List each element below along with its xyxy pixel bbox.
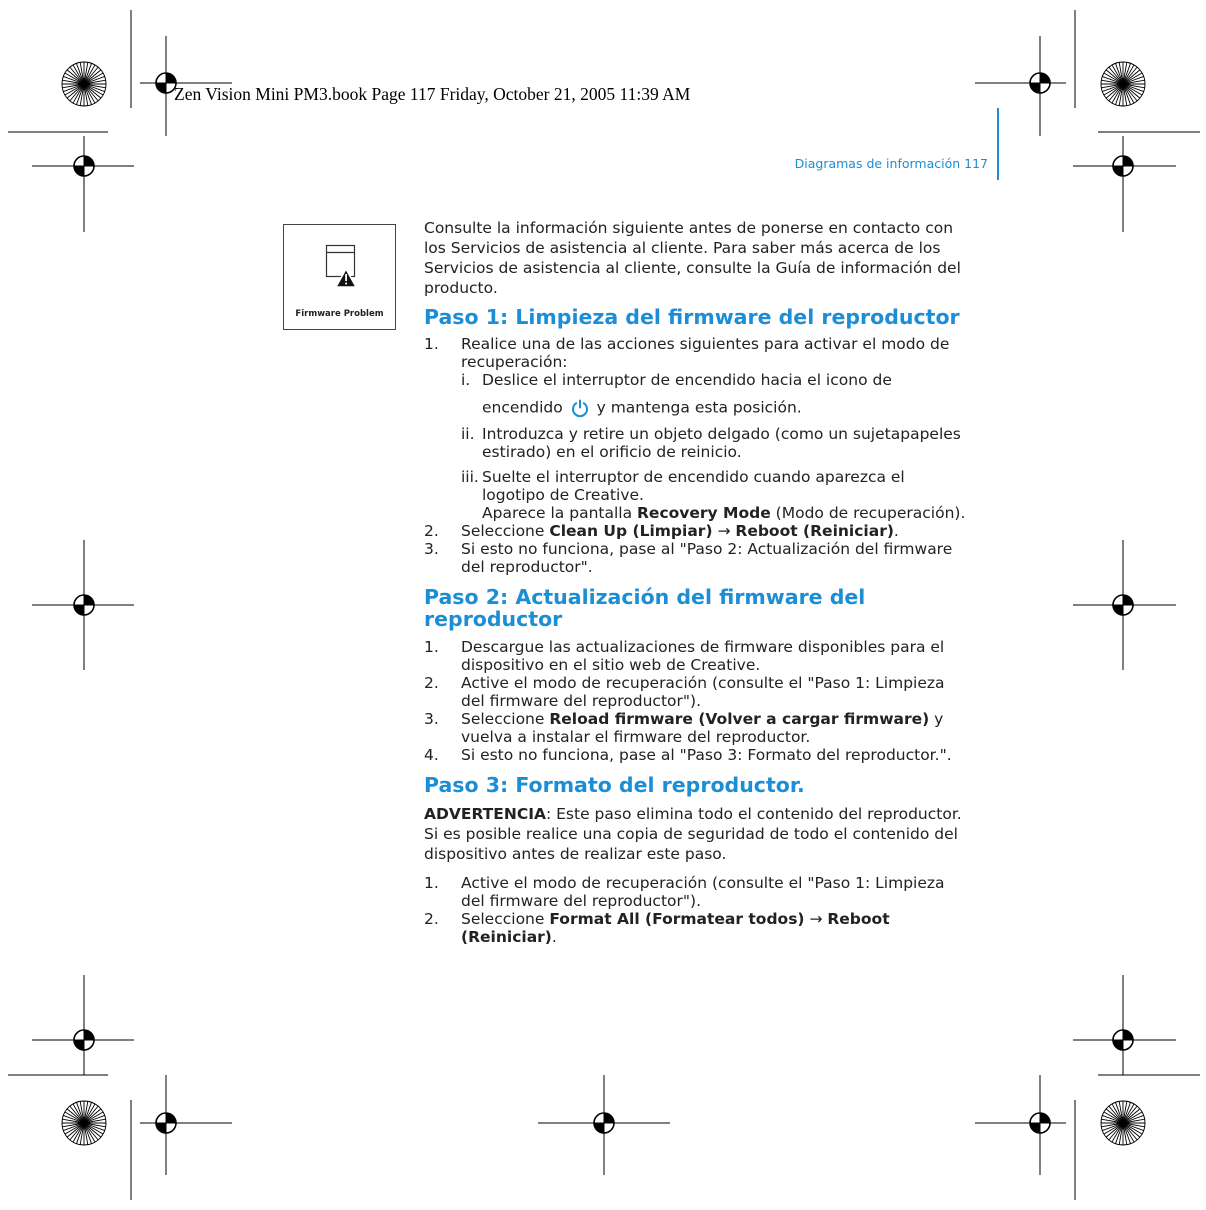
slug-line: Zen Vision Mini PM3.book Page 117 Friday, October 21, 2005 11:39 AM	[174, 84, 691, 104]
item-text: .	[551, 928, 557, 946]
item-text: y vuelva a instalar el firmware del reproductor.	[461, 710, 944, 746]
recovery-mode-label: Recovery Mode	[637, 504, 771, 522]
sub-text: encendido	[482, 398, 563, 417]
sub-text: (Modo de recuperación).	[770, 504, 966, 522]
item-text: Active el modo de recuperación (consulte el "Paso 1: Limpieza del firmware del reproductor").	[461, 874, 945, 910]
item-number: 2.	[424, 910, 439, 928]
item-number: 3.	[424, 710, 439, 728]
list-item	[424, 910, 972, 946]
format-all-label: Format All (Formatear todos)	[549, 910, 805, 928]
step1-heading: Paso 1: Limpieza del firmware del reproductor	[424, 305, 960, 329]
item-text: Seleccione	[461, 522, 550, 540]
arrow: →	[804, 910, 828, 928]
running-header: Diagramas de información 117	[794, 156, 988, 171]
list-item	[424, 540, 972, 576]
item-number: 1.	[424, 335, 439, 353]
reload-firmware-label: Reload firmware (Volver a cargar firmware)	[549, 710, 930, 728]
list-item	[424, 874, 972, 910]
sub-number: ii.	[461, 425, 475, 443]
step3-list	[424, 874, 972, 946]
sub-text: Introduzca y retire un objeto delgado (como un sujetapapeles estirado) en el orificio de reinicio.	[482, 425, 961, 461]
item-number: 4.	[424, 746, 439, 764]
item-text: Si esto no funciona, pase al "Paso 3: Formato del reproductor.".	[461, 746, 952, 764]
item-text: Active el modo de recuperación (consulte el "Paso 1: Limpieza del firmware del reproductor").	[461, 674, 945, 710]
item-text: Realice una de las acciones siguientes para activar el modo de recuperación:	[461, 335, 950, 371]
list-item	[424, 522, 972, 540]
sub-item	[461, 425, 972, 461]
clean-up-label: Clean Up (Limpiar)	[549, 522, 713, 540]
item-text: Descargue las actualizaciones de firmware disponibles para el dispositivo en el sitio web de Creative.	[461, 638, 945, 674]
step1-list	[424, 335, 972, 576]
item-number: 2.	[424, 522, 439, 540]
item-number: 1.	[424, 874, 439, 892]
list-item	[424, 638, 972, 674]
step2-list	[424, 638, 972, 764]
sub-item	[461, 468, 972, 522]
header-rule	[997, 108, 999, 180]
warning-text: : Este paso elimina todo el contenido del reproductor. Si es posible realice una copia de seguridad de todo el contenido del dispositivo antes de realizar este paso.	[424, 805, 962, 863]
sublist	[461, 371, 972, 522]
sub-text: Deslice el interruptor de encendido hacia el icono de	[482, 371, 892, 389]
sub-number: i.	[461, 371, 471, 389]
list-item	[424, 746, 972, 764]
firmware-problem-box	[283, 224, 396, 330]
sub-number: iii.	[461, 468, 479, 486]
item-text: Si esto no funciona, pase al "Paso 2: Actualización del firmware del reproductor".	[461, 540, 953, 576]
main-content	[424, 218, 972, 946]
reboot-label: Reboot (Reiniciar)	[735, 522, 894, 540]
firmware-warning-icon	[284, 225, 397, 305]
item-text: .	[893, 522, 899, 540]
list-item	[424, 710, 972, 746]
icon-caption: Firmware Problem	[295, 309, 384, 319]
arrow: →	[712, 522, 736, 540]
warning-paragraph	[424, 804, 972, 864]
item-text: Seleccione	[461, 710, 550, 728]
warning-label: ADVERTENCIA	[424, 805, 546, 823]
step2-heading: Paso 2: Actualización del firmware del reproductor	[424, 585, 866, 631]
item-number: 1.	[424, 638, 439, 656]
list-item	[424, 674, 972, 710]
item-number: 3.	[424, 540, 439, 558]
power-icon	[570, 398, 590, 418]
item-number: 2.	[424, 674, 439, 692]
sub-text: Aparece la pantalla	[482, 504, 637, 522]
list-item	[424, 335, 972, 522]
item-text: Seleccione	[461, 910, 550, 928]
sub-item	[461, 371, 972, 418]
sub-text: y mantenga esta posición.	[596, 398, 802, 417]
sub-text: Suelte el interruptor de encendido cuando aparezca el logotipo de Creative.	[482, 468, 905, 504]
reboot-label: Reboot (Reiniciar)	[461, 910, 890, 946]
step3-heading: Paso 3: Formato del reproductor.	[424, 773, 805, 797]
intro-paragraph: Consulte la información siguiente antes de ponerse en contacto con los Servicios de asistencia al cliente. Para saber más acerca de los Servicios de asistencia al cliente, consulte la Guía de información del producto.	[424, 219, 961, 297]
